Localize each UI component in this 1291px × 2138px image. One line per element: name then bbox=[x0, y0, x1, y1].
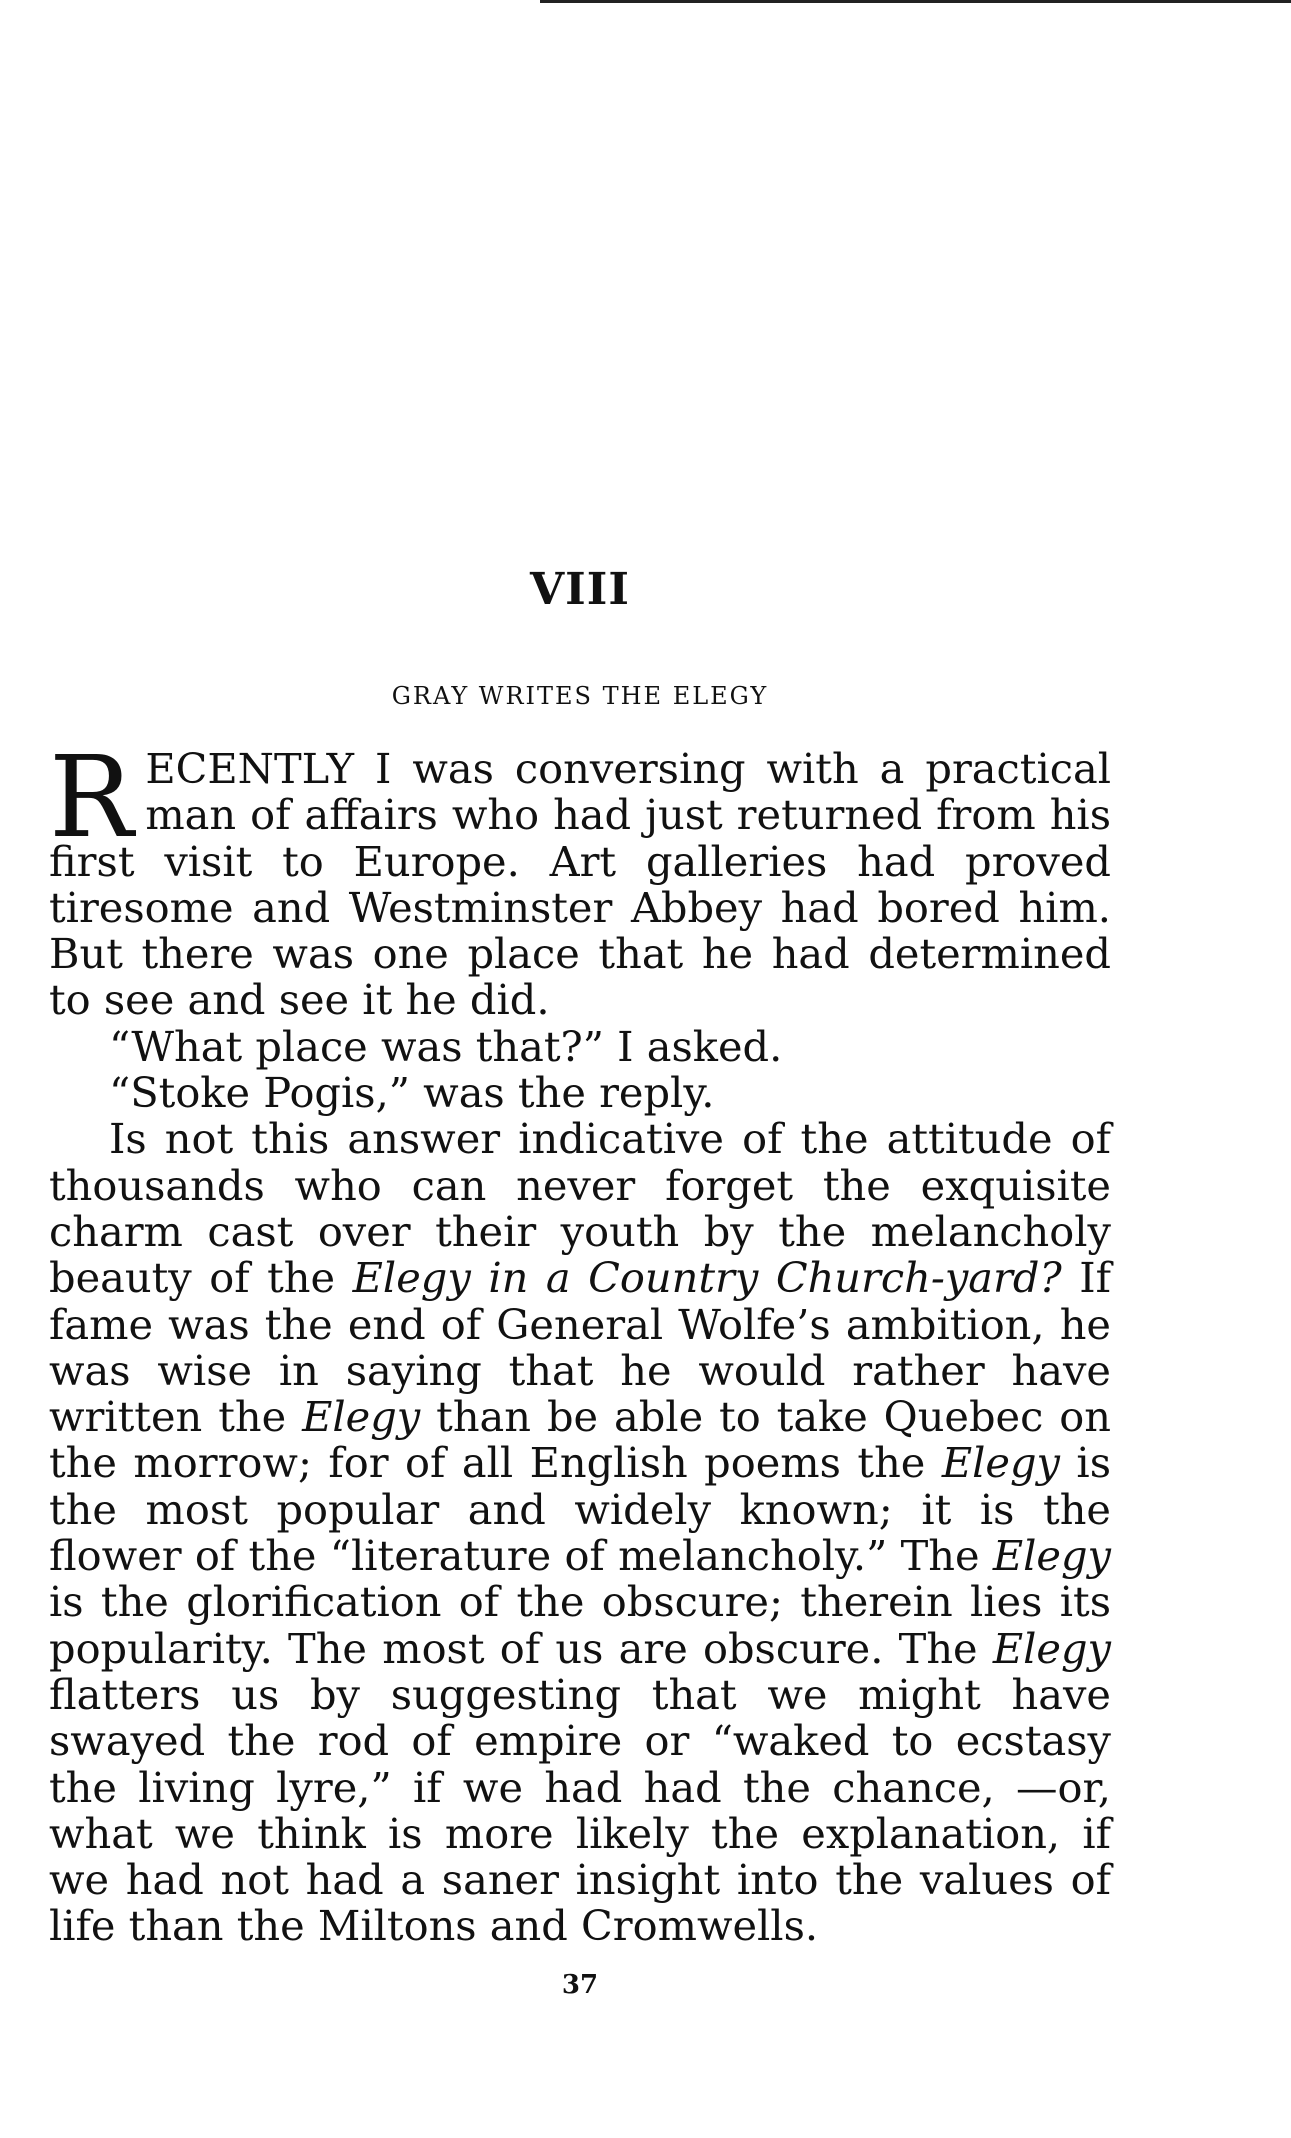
chapter-number: VIII bbox=[530, 564, 630, 615]
italic-title: Elegy in a Country Church-yard? bbox=[352, 1253, 1062, 1303]
paragraph-4 bbox=[49, 1116, 1111, 1949]
paragraph-4-text: is the glorification of the obscure; therein lies its popularity. The most of us are obscure. The bbox=[49, 1577, 1111, 1673]
paragraph-4-text: is the most popular and widely known; it is the flower of the “literature of melancholy.” The bbox=[49, 1438, 1111, 1581]
italic-title: Elegy bbox=[302, 1392, 421, 1442]
paragraph-1-text: ECENTLY I was conversing with a practical man of affairs who had just returned from his first visit to Europe. Art galleries had proved tiresome and Westminster Abbey had bored him. But there was one place that he had determined to see and see it he did. bbox=[49, 744, 1111, 1025]
body-text bbox=[49, 733, 1111, 1951]
paragraph-4-text: than be able to take Quebec on the morrow; for of all English poems the bbox=[49, 1392, 1111, 1488]
top-rule bbox=[540, 0, 1291, 3]
chapter-title: GRAY WRITES THE ELEGY bbox=[391, 682, 769, 710]
paragraph-4-text: If fame was the end of General Wolfe’s ambition, he was wise in saying that he would rather have written the bbox=[49, 1253, 1111, 1442]
italic-title: Elegy bbox=[941, 1438, 1060, 1488]
page-number: 37 bbox=[561, 1969, 599, 2000]
paragraph-4-text: flatters us by suggesting that we might have swayed the rod of empire or “waked to ecstasy the living lyre,” if we had had the chance, —or, what we think is more likely the explanation, if we had not had a saner insight into the values of life than the Miltons and Cromwells. bbox=[49, 1669, 1111, 1951]
paragraph-3: “Stoke Pogis,” was the reply. bbox=[109, 1068, 715, 1118]
paragraph-4-text: Is not this answer indicative of the attitude of thousands who can never forget the exquisite charm cast over their youth by the melancholy beauty of the bbox=[49, 1114, 1111, 1303]
paragraph-1 bbox=[49, 733, 1111, 1025]
paragraph-2: “What place was that?” I asked. bbox=[109, 1021, 783, 1071]
italic-title: Elegy bbox=[992, 1623, 1111, 1673]
drop-cap: R bbox=[49, 733, 134, 863]
page-content bbox=[49, 560, 1111, 2000]
italic-title: Elegy bbox=[992, 1531, 1111, 1581]
